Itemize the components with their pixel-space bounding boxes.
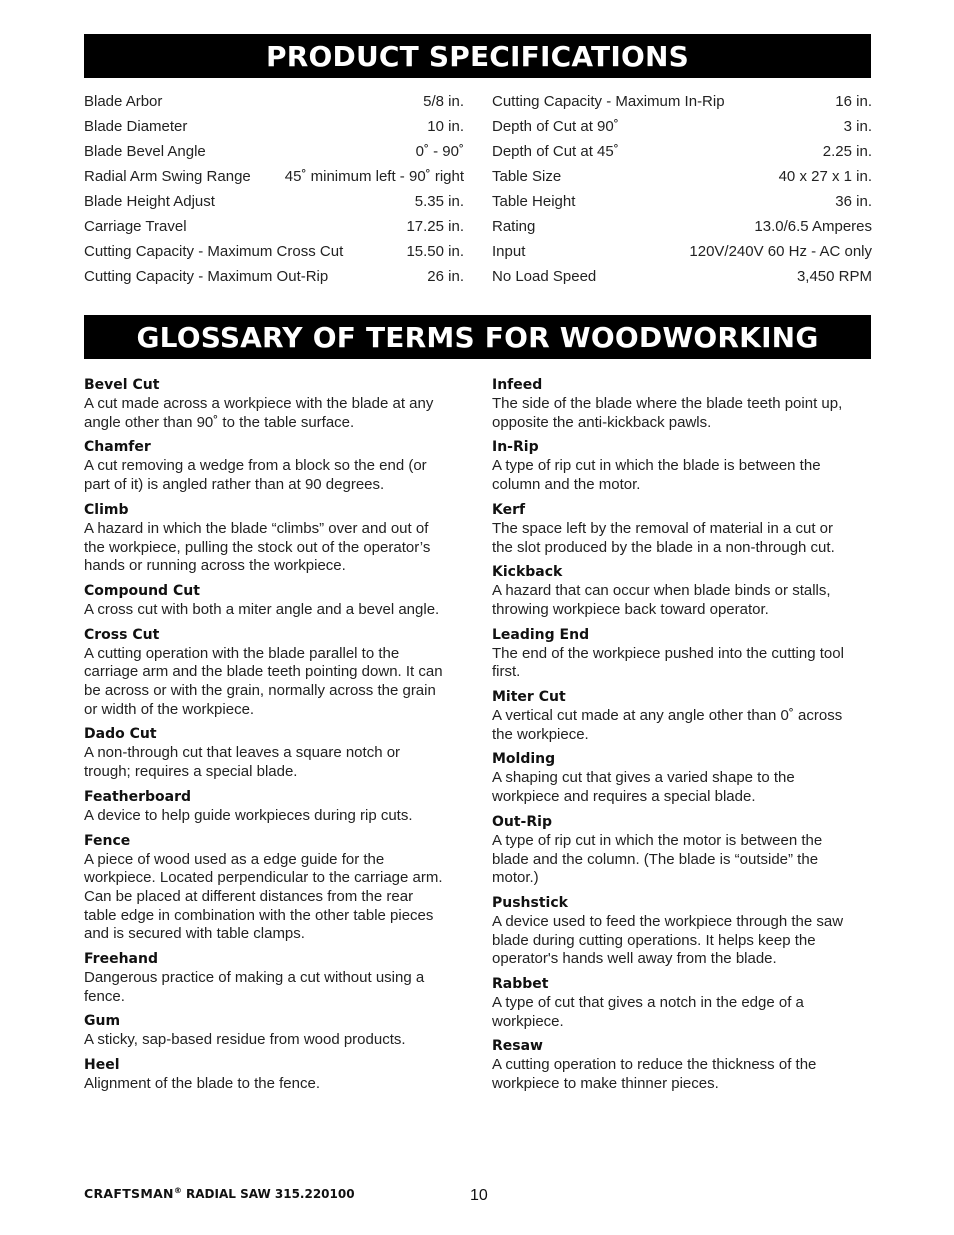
page-number: 10 — [470, 1187, 488, 1204]
glossary-entry — [84, 725, 469, 781]
glossary-term: Kerf — [492, 501, 526, 518]
glossary-definition — [84, 601, 469, 620]
glossary-entry — [84, 501, 469, 576]
spec-row — [84, 193, 464, 218]
definition-line: part of it) is angled rather than at 90 degrees. — [84, 476, 385, 494]
glossary-term: Climb — [84, 501, 129, 518]
glossary-entry — [492, 563, 877, 619]
definition-line: trough; requires a special blade. — [84, 763, 298, 781]
definition-line: workpiece to make thinner pieces. — [492, 1075, 719, 1093]
definition-line: and is secured with table clamps. — [84, 925, 305, 943]
glossary-definition — [492, 913, 877, 969]
spec-row — [492, 143, 872, 168]
glossary-term: Chamfer — [84, 439, 151, 456]
definition-line: workpiece and requires a special blade. — [492, 788, 756, 806]
definition-line: fence. — [84, 987, 125, 1005]
spec-row — [84, 243, 464, 268]
glossary-term: Resaw — [492, 1038, 543, 1055]
spec-row — [492, 243, 872, 268]
spec-row — [492, 218, 872, 243]
definition-line: A type of rip cut in which the motor is between the — [492, 831, 823, 849]
spec-row — [492, 168, 872, 193]
spec-row — [84, 268, 464, 293]
glossary-entry — [84, 950, 469, 1006]
glossary-term: Rabbet — [492, 976, 549, 993]
definition-line: A cutting operation with the blade parallel to the — [84, 644, 400, 662]
spec-label: Blade Arbor — [84, 93, 163, 110]
definition-line: The end of the workpiece pushed into the cutting tool — [492, 644, 844, 662]
glossary-left-column — [84, 376, 469, 1100]
glossary-definition — [84, 395, 469, 432]
definition-line: Can be placed at different distances from the rear — [84, 887, 414, 905]
glossary-term: Dado Cut — [84, 726, 157, 743]
spec-row — [84, 118, 464, 143]
glossary-entry — [492, 501, 877, 557]
definition-line: motor.) — [492, 869, 539, 887]
glossary-definition — [492, 707, 877, 744]
glossary-term: In-Rip — [492, 439, 539, 456]
definition-line: A cut removing a wedge from a block so the end (or — [84, 457, 427, 475]
glossary-term: Out-Rip — [492, 813, 552, 830]
spec-row — [492, 193, 872, 218]
definition-line: blade and the column. (The blade is “outside” the — [492, 850, 819, 868]
spec-row — [84, 143, 464, 168]
spec-label: Radial Arm Swing Range — [84, 168, 251, 185]
spec-value: 40 x 27 x 1 in. — [778, 168, 872, 185]
glossary-definition — [84, 807, 469, 826]
definition-line: the workpiece. — [492, 725, 589, 743]
glossary-entry — [84, 438, 469, 494]
glossary-definition — [84, 1075, 469, 1094]
glossary-definition — [84, 851, 469, 945]
product-specifications-banner — [84, 34, 871, 78]
definition-line: angle other than 90˚ to the table surface. — [84, 413, 355, 431]
spec-value: 45˚ minimum left - 90˚ right — [284, 168, 464, 185]
glossary-term: Compound Cut — [84, 582, 200, 599]
definition-line: operator's hands well away from the blade. — [492, 950, 777, 968]
spec-value: 26 in. — [427, 268, 464, 285]
spec-value: 5.35 in. — [414, 193, 464, 210]
definition-line: blade during cutting operations. It helps keep the — [492, 931, 816, 949]
glossary-definition — [84, 969, 469, 1006]
spec-value: 15.50 in. — [406, 243, 464, 260]
glossary-term: Bevel Cut — [84, 377, 160, 393]
glossary-definition — [492, 645, 877, 682]
spec-value: 13.0/6.5 Amperes — [754, 218, 872, 235]
glossary-entry — [492, 438, 877, 494]
glossary-banner — [84, 315, 871, 359]
glossary-term: Fence — [84, 832, 131, 849]
spec-value: 5/8 in. — [423, 93, 464, 110]
glossary-entry — [492, 376, 877, 432]
glossary-entry — [84, 1012, 469, 1050]
glossary-definition — [492, 769, 877, 806]
spec-label: Cutting Capacity - Maximum Cross Cut — [84, 243, 344, 260]
glossary-definition — [492, 994, 877, 1031]
spec-label: Cutting Capacity - Maximum In-Rip — [492, 93, 725, 110]
definition-line: workpiece. — [492, 1012, 564, 1030]
specifications-left-column — [84, 93, 464, 293]
brand-logo-text: CRAFTSMAN — [84, 1186, 174, 1201]
spec-row — [492, 93, 872, 118]
glossary-entry — [492, 750, 877, 806]
definition-line: table edge in combination with the other table pieces — [84, 906, 434, 924]
product-specifications-heading: PRODUCT SPECIFICATIONS — [266, 39, 689, 73]
spec-value: 16 in. — [835, 93, 872, 110]
glossary-definition — [84, 457, 469, 494]
definition-line: A sticky, sap-based residue from wood products. — [84, 1031, 406, 1049]
definition-line: A vertical cut made at any angle other than 0˚ across — [492, 707, 843, 725]
glossary-definition — [84, 1031, 469, 1050]
glossary-term: Cross Cut — [84, 626, 160, 643]
glossary-entry — [84, 832, 469, 945]
definition-line: be across or with the grain, normally across the grain — [84, 682, 436, 700]
glossary-right-column — [492, 376, 877, 1100]
spec-value: 36 in. — [835, 193, 872, 210]
spec-value: 120V/240V 60 Hz - AC only — [689, 243, 872, 260]
definition-line: hands or running across the workpiece. — [84, 557, 346, 575]
registered-mark: ® — [173, 1186, 182, 1195]
glossary-entry — [84, 788, 469, 826]
glossary-definition — [84, 520, 469, 576]
spec-label: No Load Speed — [492, 268, 597, 285]
glossary-entry — [84, 582, 469, 620]
glossary-definition — [492, 520, 877, 557]
definition-line: A type of rip cut in which the blade is between the — [492, 457, 821, 475]
definition-line: carriage arm and the blade teeth pointing down. It can — [84, 663, 443, 681]
glossary-definition — [84, 744, 469, 781]
spec-value: 10 in. — [427, 118, 464, 135]
spec-value: 0˚ - 90˚ — [415, 143, 464, 160]
definition-line: A piece of wood used as a edge guide for the — [84, 850, 385, 868]
spec-label: Blade Height Adjust — [84, 193, 215, 210]
definition-line: Dangerous practice of making a cut without using a — [84, 969, 425, 987]
definition-line: A cutting operation to reduce the thickness of the — [492, 1056, 817, 1074]
definition-line: The side of the blade where the blade teeth point up, — [492, 395, 843, 412]
definition-line: A non-through cut that leaves a square notch or — [84, 744, 401, 762]
definition-line: throwing workpiece back toward operator. — [492, 600, 769, 618]
glossary-entry — [492, 626, 877, 682]
definition-line: The space left by the removal of material in a cut or — [492, 519, 833, 537]
glossary-term: Featherboard — [84, 788, 192, 805]
spec-row — [84, 218, 464, 243]
glossary-term: Heel — [84, 1057, 120, 1074]
glossary-term: Leading End — [492, 626, 590, 643]
glossary-entry — [84, 1056, 469, 1094]
spec-label: Carriage Travel — [84, 218, 187, 235]
definition-line: the slot produced by the blade in a non-through cut. — [492, 538, 835, 556]
glossary-entry — [492, 975, 877, 1031]
glossary-definition — [492, 582, 877, 619]
glossary-entry — [492, 894, 877, 969]
definition-line: first. — [492, 663, 521, 681]
definition-line: A type of cut that gives a notch in the edge of a — [492, 994, 804, 1012]
definition-line: A device to help guide workpieces during rip cuts. — [84, 806, 413, 824]
spec-label: Cutting Capacity - Maximum Out-Rip — [84, 268, 329, 285]
glossary-definition — [492, 457, 877, 494]
spec-label: Rating — [492, 218, 536, 235]
definition-line: A cross cut with both a miter angle and a bevel angle. — [84, 600, 440, 618]
spec-label: Blade Diameter — [84, 118, 188, 135]
definition-line: column and the motor. — [492, 476, 641, 494]
spec-value: 3 in. — [843, 118, 872, 135]
definition-line: A hazard that can occur when blade binds or stalls, — [492, 582, 831, 600]
spec-value: 2.25 in. — [822, 143, 872, 160]
glossary-term: Molding — [492, 751, 556, 768]
spec-row — [492, 118, 872, 143]
definition-line: A device used to feed the workpiece through the saw — [492, 912, 844, 930]
spec-label: Blade Bevel Angle — [84, 143, 206, 160]
glossary-entry — [492, 813, 877, 888]
glossary-entry — [492, 688, 877, 744]
spec-label: Depth of Cut at 45˚ — [492, 143, 619, 160]
spec-row — [84, 93, 464, 118]
glossary-entry — [492, 1037, 877, 1093]
spec-label: Input — [492, 243, 526, 260]
glossary-term: Pushstick — [492, 894, 568, 911]
definition-line: or width of the workpiece. — [84, 700, 255, 718]
glossary-definition — [492, 1056, 877, 1093]
definition-line: Alignment of the blade to the fence. — [84, 1075, 320, 1093]
glossary-entry — [84, 376, 469, 432]
definition-line: A shaping cut that gives a varied shape to the — [492, 769, 795, 787]
definition-line: workpiece. Located perpendicular to the carriage arm. — [84, 869, 443, 887]
spec-row — [84, 168, 464, 193]
glossary-entry — [84, 626, 469, 720]
spec-label: Table Height — [492, 193, 576, 210]
glossary-term: Freehand — [84, 951, 158, 968]
spec-value: 3,450 RPM — [796, 268, 872, 285]
spec-row — [492, 268, 872, 293]
specifications-right-column — [492, 93, 872, 293]
glossary-definition — [492, 832, 877, 888]
glossary-term: Gum — [84, 1013, 121, 1030]
spec-label: Table Size — [492, 168, 562, 185]
glossary-term: Miter Cut — [492, 689, 566, 706]
glossary-heading: GLOSSARY OF TERMS FOR WOODWORKING — [136, 320, 819, 354]
glossary-term: Infeed — [492, 377, 543, 393]
definition-line: A cut made across a workpiece with the blade at any — [84, 395, 434, 412]
spec-label: Depth of Cut at 90˚ — [492, 118, 619, 135]
spec-value: 17.25 in. — [406, 218, 464, 235]
footer-brand-line — [84, 1186, 355, 1201]
glossary-definition — [492, 395, 877, 432]
footer-model: RADIAL SAW 315.220100 — [181, 1187, 355, 1201]
definition-line: opposite the anti-kickback pawls. — [492, 413, 712, 431]
definition-line: A hazard in which the blade “climbs” over and out of — [84, 519, 429, 537]
glossary-term: Kickback — [492, 564, 563, 581]
definition-line: the workpiece, pulling the stock out of the operator’s — [84, 538, 431, 556]
glossary-definition — [84, 645, 469, 720]
